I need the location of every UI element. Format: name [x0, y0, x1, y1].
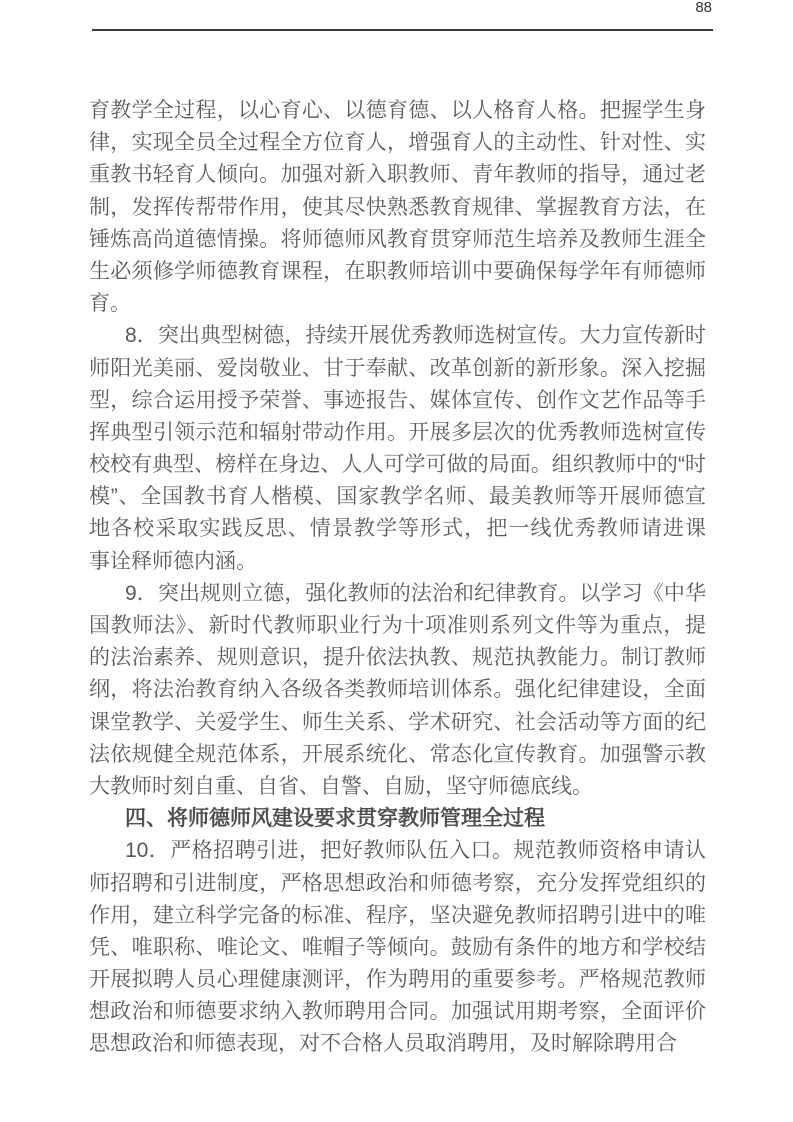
heading-text-line: 四、将师德师风建设要求贯穿教师管理全过程 [125, 807, 545, 831]
text-line: 重教书轻育人倾向。加强对新入职教师、青年教师的指导，通过老 [89, 163, 706, 187]
text-line: 地各校采取实践反思、情景教学等形式，把一线优秀教师请进课 [89, 517, 706, 541]
paragraph [89, 320, 706, 578]
text-line: 课堂教学、关爱学生、师生关系、学术研究、社会活动等方面的纪 [89, 710, 706, 734]
text-line: 8．突出典型树德，持续开展优秀教师选树宣传。大力宣传新时 [125, 324, 706, 348]
text-line: 作用，建立科学完备的标准、程序，坚决避免教师招聘引进中的唯 [89, 903, 706, 927]
paragraph [89, 835, 706, 1060]
text-line: 挥典型引领示范和辐射带动作用。开展多层次的优秀教师选树宣传 [89, 420, 706, 444]
text-line: 凭、唯职称、唯论文、唯帽子等倾向。鼓励有条件的地方和学校结 [89, 935, 706, 959]
paragraph [89, 578, 706, 803]
page-number: 88 [695, 0, 712, 16]
section-heading [89, 803, 706, 835]
document-body [89, 95, 706, 1061]
text-line: 10．严格招聘引进，把好教师队伍入口。规范教师资格申请认 [125, 839, 706, 863]
text-line: 思想政治和师德表现，对不合格人员取消聘用，及时解除聘用合 [89, 1032, 677, 1056]
text-line: 锤炼高尚道德情操。将师德师风教育贯穿师范生培养及教师生涯全 [89, 227, 706, 251]
text-line: 制，发挥传帮带作用，使其尽快熟悉教育规律、掌握教育方法，在 [89, 195, 706, 219]
text-line: 事诠释师德内涵。 [89, 549, 257, 573]
text-line: 型，综合运用授予荣誉、事迹报告、媒体宣传、创作文艺作品等手 [89, 388, 706, 412]
text-line: 师招聘和引进制度，严格思想政治和师德考察，充分发挥党组织的 [89, 871, 706, 895]
text-line: 纲，将法治教育纳入各级各类教师培训体系。强化纪律建设，全面 [89, 678, 706, 702]
text-line: 国教师法》、新时代教师职业行为十项准则系列文件等为重点，提 [89, 614, 706, 637]
text-line: 律，实现全员全过程全方位育人，增强育人的主动性、针对性、实 [89, 131, 706, 155]
text-line: 师阳光美丽、爱岗敬业、甘于奉献、改革创新的新形象。深入挖掘 [89, 356, 706, 380]
text-line: 想政治和师德要求纳入教师聘用合同。加强试用期考察，全面评价 [89, 1000, 706, 1024]
text-line: 9．突出规则立德，强化教师的法治和纪律教育。以学习《中华 [125, 581, 706, 605]
text-line: 法依规健全规范体系，开展系统化、常态化宣传教育。加强警示教 [89, 742, 706, 766]
text-line: 生必须修学师德教育课程，在职教师培训中要确保每学年有师德师 [89, 259, 706, 283]
text-line: 的法治素养、规则意识，提升依法执教、规范执教能力。制订教师 [89, 646, 706, 670]
text-line: 大教师时刻自重、自省、自警、自励，坚守师德底线。 [89, 774, 593, 798]
paragraph [89, 95, 706, 320]
text-line: 育教学全过程，以心育心、以德育德、以人格育人格。把握学生身 [89, 99, 706, 122]
text-line: 模”、全国教书育人楷模、国家教学名师、最美教师等开展师德宣 [89, 485, 706, 509]
text-line: 开展拟聘人员心理健康测评，作为聘用的重要参考。严格规范教师 [89, 968, 706, 992]
text-line: 育。 [89, 292, 131, 316]
header-rule [92, 29, 713, 31]
text-line: 校校有典型、榜样在身边、人人可学可做的局面。组织教师中的“时 [89, 453, 706, 477]
